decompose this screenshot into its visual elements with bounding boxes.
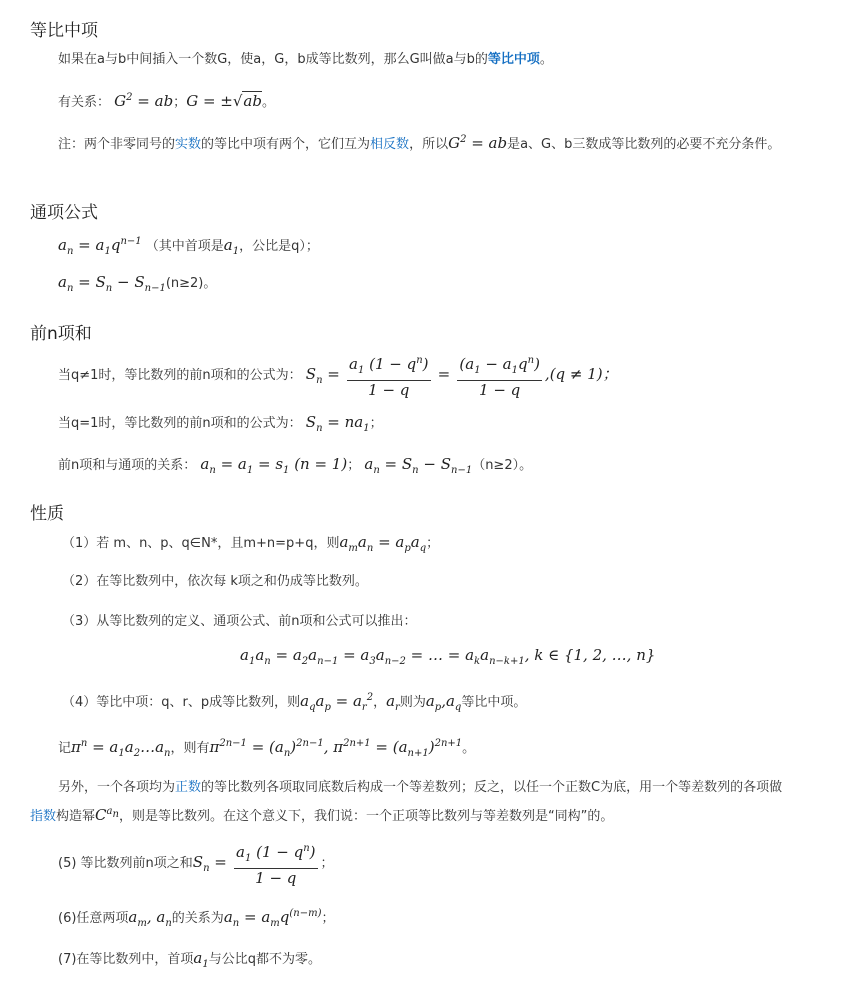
general-formula-note: （其中首项是 [145, 239, 224, 254]
property-6-text-4: ，则是等比数列。在这个意义下，我们说：一个正项等比数列与等差数列是“同构”的。 [118, 809, 614, 824]
note-text-2: 的等比中项有两个，它们互为 [201, 137, 371, 152]
difference-formula: $a_n = S_n - S_{n-1}$ [58, 273, 166, 294]
property-6-text-2: 的等比数列各项取同底数后构成一个等差数列；反之，以任一个正数C为底，用一个等差数列的各项做 [201, 780, 783, 795]
property-4-ar: $a_r$ [386, 692, 400, 713]
geometric-mean-link[interactable]: 等比中项 [487, 52, 540, 67]
equal-products-formula: $a_1a_n = a_2a_{n-1} = a_3a_{n-2}$ = … = $a_ka_{n-k+1}$, k ∈ {1, 2, …, n} [240, 646, 656, 667]
general-term-difference [58, 272, 216, 299]
property-4-text-2: 则为 [399, 695, 426, 710]
property-4-text-3: 等比中项。 [461, 695, 527, 710]
property-4-text: （4）等比中项：q、r、p成等比数列，则 [62, 695, 301, 710]
sum-label-q-1: 当q=1时，等比数列的前n项和的公式为： [58, 416, 302, 431]
property-5-formula-2: $\pi^{2n-1} = (a_n)^{2n-1}$, $\pi^{2n+1} = (a_{n+1})^{2n+1}$ [209, 738, 463, 759]
property-8-text-2: 的关系为 [171, 911, 224, 926]
sum-formula-q-1 [58, 412, 383, 439]
property-1-end: ； [426, 536, 440, 551]
power-formula: $C^{a_n}$ [95, 806, 119, 824]
property-6-text: 另外，一个各项均为 [58, 780, 176, 795]
sum-formula-q-not-1 [58, 352, 618, 401]
equals-sign: = [437, 365, 451, 383]
sum-condition: ,(q ≠ 1)； [544, 365, 618, 383]
general-term-formula [58, 232, 319, 262]
geometric-mean-note [30, 128, 790, 157]
relation-label-2: 前n项和与通项的关系： [58, 458, 197, 473]
sum-formula-q1: $S_n = na_1$ [305, 413, 370, 434]
relation-formula-a: $a_n = a_1 = s_1$ (n = 1) [200, 455, 348, 476]
general-formula: $a_n = a_1q^{n-1}$ [58, 236, 142, 257]
property-7-sn: $S_n$ = [192, 853, 227, 874]
property-8-terms: $a_m$, $a_n$ [128, 908, 172, 929]
positive-number-link[interactable]: 正数 [175, 780, 202, 795]
real-number-link[interactable]: 实数 [175, 137, 202, 152]
property-9-a1: $a_1$ [193, 949, 209, 970]
exponent-link[interactable]: 指数 [30, 809, 57, 824]
section-title-geometric-mean: 等比中项 [30, 21, 98, 41]
property-9-text-2: 与公比q都不为零。 [208, 952, 322, 967]
difference-note: (n≥2)。 [165, 276, 217, 291]
sum-formula-1: $S_n$ = [305, 365, 340, 386]
property-8-text: (6)任意两项 [58, 911, 129, 926]
geometric-mean-relation: 有关系： $G^2$ = ab；G = ±√ab。 [58, 92, 275, 110]
sum-tail: ； [369, 416, 383, 431]
property-5-end: 。 [462, 741, 476, 756]
opposite-number-link[interactable]: 相反数 [370, 137, 410, 152]
property-8 [58, 904, 335, 934]
property-7-end: ； [320, 856, 334, 871]
property-1 [62, 532, 439, 559]
property-1-text: （1）若 m、n、p、q∈N*，且m+n=p+q，则 [62, 536, 340, 551]
property-5-formula-1: $\pi^n$ = $a_1a_2\dots a_n$ [71, 738, 171, 759]
general-formula-note-2: ，公比是q）； [239, 239, 319, 254]
sum-fraction-2: $\frac{(a_1 - a_1q^n)}{1 - q}$ [459, 355, 540, 399]
property-9 [58, 948, 321, 975]
relation-formula: $G^2$ = ab [114, 92, 174, 110]
property-4-sep: ， [373, 695, 387, 710]
relation-label: 有关系： [58, 95, 111, 110]
property-3-formula [240, 645, 655, 672]
definition-end: 。 [539, 52, 553, 67]
sum-term-relation [58, 454, 532, 481]
relation-formula-sqrt: G = ±√ab [186, 92, 262, 110]
property-7-text: (5) 等比数列前n项之和 [58, 856, 193, 871]
first-term-symbol: $a_1$ [223, 236, 240, 257]
note-text: 注：两个非零同号的 [58, 137, 176, 152]
property-8-formula: $a_n = a_mq^{(n-m)}$ [223, 908, 322, 929]
property-6 [30, 776, 790, 829]
section-title-general-term: 通项公式 [30, 203, 98, 223]
section-title-properties: 性质 [30, 504, 64, 524]
note-formula: $G^2$ = ab [448, 134, 508, 152]
property-4 [62, 688, 526, 718]
property-3: （3）从等比数列的定义、通项公式、前n项和公式可以推出： [62, 614, 417, 629]
note-text-4: 是a、G、b三数成等比数列的必要不充分条件。 [507, 137, 781, 152]
property-8-end: ； [321, 911, 335, 926]
geometric-mean-definition [58, 50, 553, 70]
property-4-formula: $a_qa_p = a_r^2$ [300, 692, 374, 713]
property-5-text-2: ，则有 [170, 741, 210, 756]
property-7-fraction: $\frac{a_1 (1 - q^n)}{1 - q}$ [236, 843, 316, 887]
sum-fraction-1: $\frac{a_1 (1 - q^n)}{1 - q}$ [349, 355, 429, 399]
property-2: （2）在等比数列中，依次每 k项之和仍成等比数列。 [62, 574, 368, 589]
property-6-text-3: 构造幂 [56, 809, 96, 824]
property-1-formula: $a_ma_n = a_pa_q$ [339, 533, 427, 554]
relation-formula-b: $a_n = S_n - S_{n-1}$ [364, 455, 473, 476]
property-5-text: 记 [58, 741, 72, 756]
section-title-partial-sum: 前n项和 [30, 324, 92, 344]
property-4-apq: $a_p,a_q$ [425, 692, 462, 713]
property-9-text: (7)在等比数列中，首项 [58, 952, 194, 967]
property-7 [58, 840, 334, 889]
note-text-3: ，所以 [409, 137, 449, 152]
property-5 [58, 734, 475, 764]
definition-text: 如果在a与b中间插入一个数G，使a，G，b成等比数列，那么G叫做a与b的 [58, 52, 488, 67]
relation-tail: （n≥2）。 [472, 458, 533, 473]
sum-label-q-not-1: 当q≠1时，等比数列的前n项和的公式为： [58, 368, 302, 383]
relation-separator: ； [347, 458, 361, 473]
